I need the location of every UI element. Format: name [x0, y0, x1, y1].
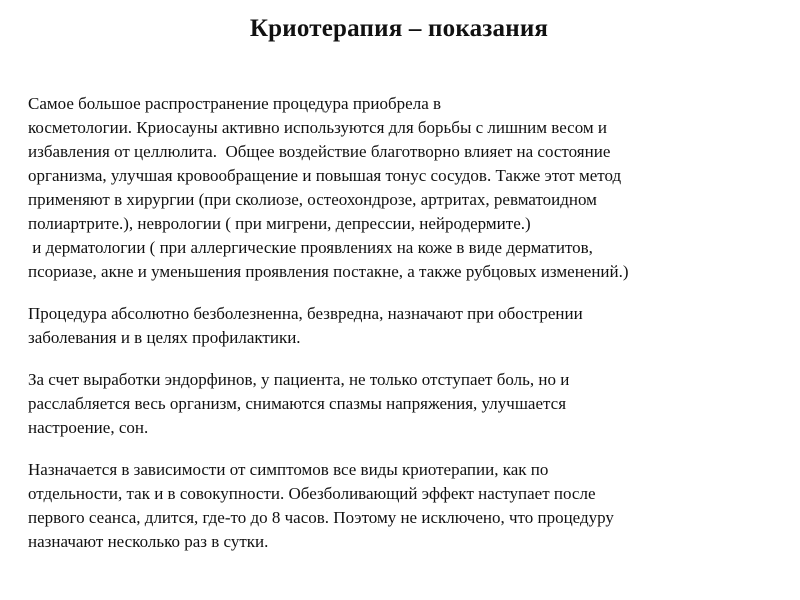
- text-line: Процедура абсолютно безболезненна, безвредна, назначают при обострении: [28, 304, 583, 323]
- text-line: отдельности, так и в совокупности. Обезболивающий эффект наступает после: [28, 484, 596, 503]
- paragraph-endorphins: [28, 368, 770, 440]
- paragraph-procedure-uses: [28, 92, 770, 284]
- paragraph-prescription: [28, 458, 770, 554]
- text-line: Назначается в зависимости от симптомов все виды криотерапии, как по: [28, 460, 549, 479]
- text-line: избавления от целлюлита. Общее воздействие благотворно влияет на состояние: [28, 142, 611, 161]
- text-line: Самое большое распространение процедура приобрела в: [28, 94, 442, 113]
- text-line: За счет выработки эндорфинов, у пациента, не только отступает боль, но и: [28, 370, 570, 389]
- text-line: применяют в хирургии (при сколиозе, остеохондрозе, артритах, ревматоидном: [28, 190, 597, 209]
- text-line: организма, улучшая кровообращение и повышая тонус сосудов. Также этот метод: [28, 166, 622, 185]
- slide-title: Криотерапия – показания: [249, 15, 549, 42]
- text-line: полиартрите.), неврологии ( при мигрени, депрессии, нейродермите.): [28, 214, 531, 233]
- text-line: и дерматологии ( при аллергические проявлениях на коже в виде дерматитов,: [28, 238, 593, 257]
- paragraph-safety: [28, 302, 770, 350]
- text-line: косметологии. Криосауны активно используются для борьбы с лишним весом и: [28, 118, 608, 137]
- text-line: заболевания и в целях профилактики.: [28, 328, 301, 347]
- text-line: назначают несколько раз в сутки.: [28, 532, 269, 551]
- text-line: расслабляется весь организм, снимаются спазмы напряжения, улучшается: [28, 394, 567, 413]
- text-line: первого сеанса, длится, где-то до 8 часов. Поэтому не исключено, что процедуру: [28, 508, 614, 527]
- text-line: псориазе, акне и уменьшения проявления постакне, а также рубцовых изменений.): [28, 262, 629, 281]
- text-line: настроение, сон.: [28, 418, 149, 437]
